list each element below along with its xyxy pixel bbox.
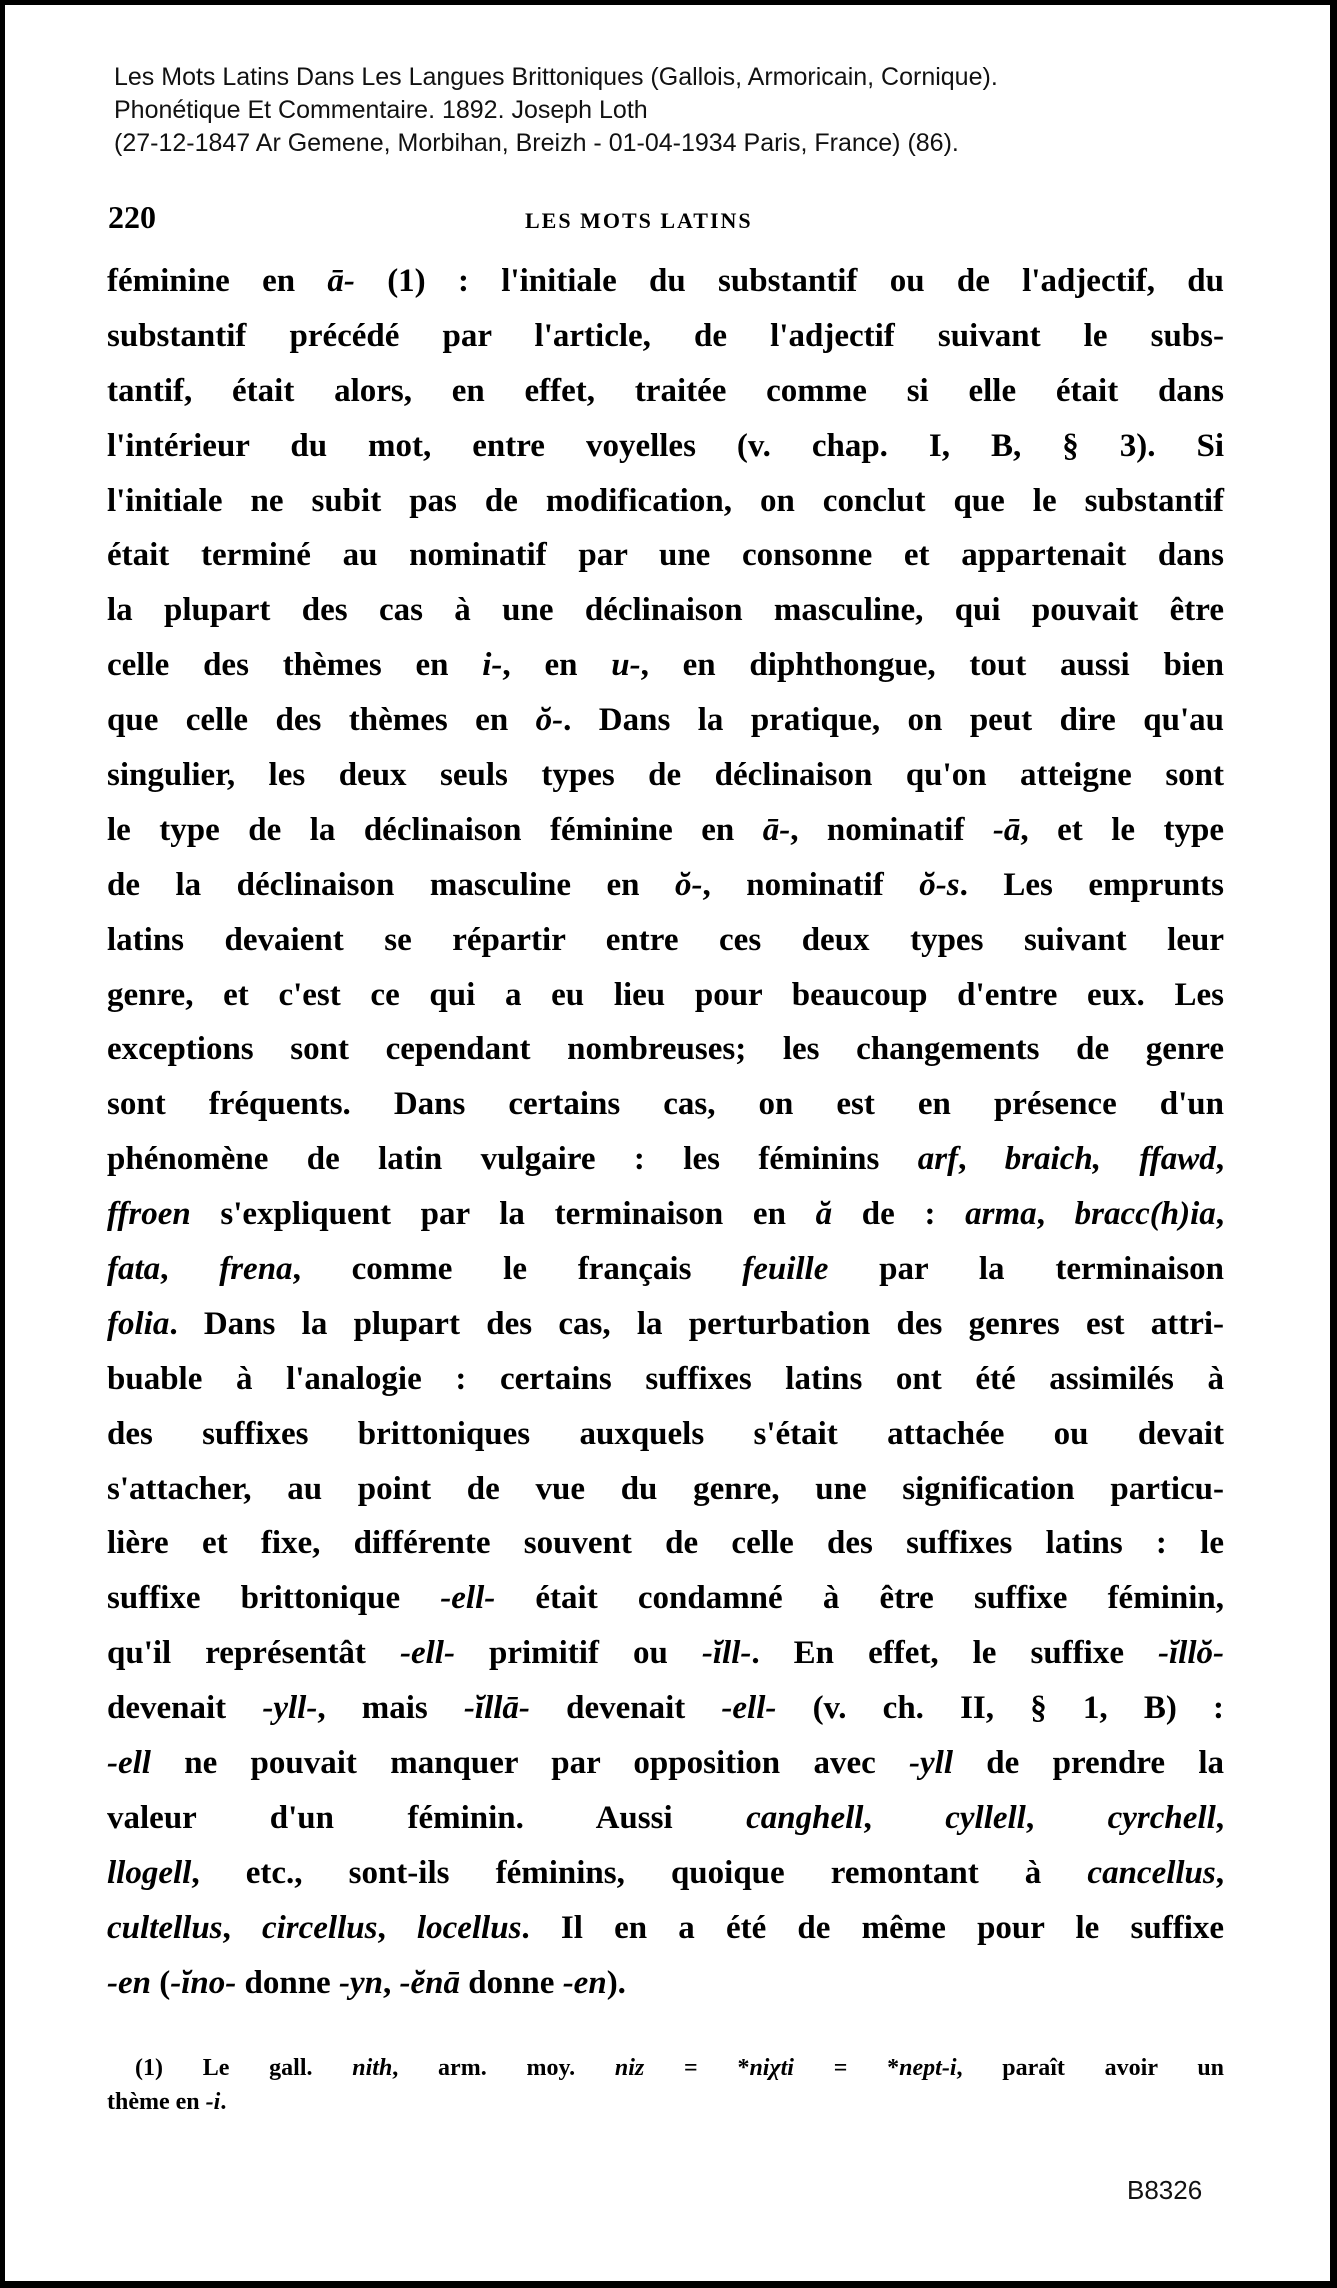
italic-text: cyrchell: [1107, 1799, 1216, 1836]
italic-text: -ell: [107, 1745, 151, 1782]
italic-text: -ell-: [440, 1580, 496, 1617]
italic-text: cultellus: [107, 1909, 223, 1946]
text-segment: buable à l'analogie : certains suffixes latins ont été assimilés à: [107, 1360, 1224, 1397]
text-segment: . Dans la plupart des cas, la perturbation des genres est attri-: [169, 1305, 1224, 1342]
text-segment: , arm. moy.: [392, 2055, 615, 2081]
italic-text: cancellus: [1087, 1854, 1216, 1891]
text-segment: (: [151, 1964, 171, 2001]
body-line: [107, 1571, 1224, 1626]
running-head: LES MOTS LATINS: [525, 208, 753, 233]
body-line: [107, 1132, 1224, 1187]
body-line: [107, 528, 1224, 583]
body-line: [107, 309, 1224, 364]
text-segment: ,: [382, 1964, 400, 2001]
body-line: [107, 1242, 1224, 1297]
italic-text: u-: [611, 647, 641, 684]
italic-text: canghell: [746, 1799, 864, 1836]
body-line: [107, 803, 1224, 858]
text-segment: ,: [1215, 1854, 1224, 1891]
italic-text: -yll-: [262, 1690, 318, 1727]
body-line: [107, 1956, 1224, 2011]
footnote-line: [107, 2051, 1224, 2085]
text-segment: , etc., sont-ils féminins, quoique remontant à: [191, 1854, 1088, 1891]
text-segment: , comme le français: [292, 1251, 743, 1288]
text-segment: exceptions sont cependant nombreuses; les changements de genre: [107, 1031, 1224, 1068]
body-line: [107, 1736, 1224, 1791]
text-segment: .: [220, 2089, 227, 2115]
italic-text: frena: [219, 1251, 293, 1288]
italic-text: -ĭno-: [170, 1964, 237, 2001]
text-segment: (1) Le gall.: [135, 2055, 353, 2081]
body-line: [107, 1846, 1224, 1901]
footnote: [107, 2051, 1224, 2119]
italic-text: folia: [107, 1305, 170, 1342]
italic-text: i-: [482, 647, 503, 684]
text-segment: (1) : l'initiale du substantif ou de l'adjectif, du: [354, 263, 1224, 299]
body-line: [107, 254, 1224, 309]
header-line: Phonétique Et Commentaire. 1892. Joseph Loth: [114, 96, 648, 124]
italic-text: -ā: [992, 811, 1021, 848]
scanned-page: [5, 5, 1330, 2281]
text-segment: ,: [863, 1799, 946, 1836]
italic-text: circellus: [261, 1909, 378, 1946]
text-segment: ,: [1215, 1141, 1225, 1178]
text-segment: ,: [958, 1141, 1005, 1178]
text-segment: le type de la déclinaison féminine en: [107, 811, 763, 848]
italic-text: -ĭll-: [701, 1635, 752, 1672]
text-segment: féminine en: [107, 263, 328, 299]
body-line: [107, 1022, 1224, 1077]
italic-text: ffroen: [107, 1196, 191, 1233]
text-segment: des suffixes brittoniques auxquels s'était attachée ou devait: [107, 1415, 1224, 1452]
italic-text: llogell: [107, 1854, 192, 1891]
italic-text: bracc(h)ia: [1074, 1196, 1216, 1233]
italic-text: niz: [614, 2055, 645, 2081]
text-segment: , paraît avoir un: [956, 2055, 1225, 2081]
text-segment: substantif précédé par l'article, de l'adjectif suivant le subs-: [107, 317, 1224, 354]
text-segment: (v. ch. II, § 1, B) :: [776, 1690, 1224, 1727]
text-segment: , nominatif: [790, 811, 993, 848]
text-segment: ,: [222, 1909, 262, 1946]
text-segment: , en diphthongue, tout aussi bien: [640, 647, 1225, 684]
italic-text: ā-: [327, 263, 355, 299]
italic-text: ā-: [762, 811, 791, 848]
text-segment: la plupart des cas à une déclinaison masculine, qui pouvait être: [107, 592, 1224, 629]
italic-text: locellus: [416, 1909, 522, 1946]
italic-text: -ĭllā-: [463, 1690, 530, 1727]
text-segment: devenait: [107, 1690, 263, 1727]
text-segment: ,: [1025, 1799, 1108, 1836]
header-line: Les Mots Latins Dans Les Langues Brittoniques (Gallois, Armoricain, Cornique).: [114, 63, 998, 91]
text-segment: donne: [459, 1964, 563, 2001]
body-line: [107, 1297, 1224, 1352]
italic-text: nith: [352, 2055, 393, 2081]
text-segment: latins devaient se répartir entre ces deux types suivant leur: [107, 921, 1224, 958]
italic-text: feuille: [742, 1251, 829, 1288]
italic-text: -en: [107, 1964, 151, 2001]
text-segment: l'intérieur du mot, entre voyelles (v. chap. I, B, § 3). Si: [107, 427, 1224, 464]
text-segment: ,: [377, 1909, 417, 1946]
text-segment: genre, et c'est ce qui a eu lieu pour beaucoup d'entre eux. Les: [107, 976, 1224, 1013]
text-segment: valeur d'un féminin. Aussi: [107, 1799, 747, 1836]
text-segment: . Les emprunts: [959, 866, 1224, 903]
italic-text: nept-i: [899, 2055, 957, 2081]
body-line: [107, 638, 1224, 693]
page-number: 220: [108, 199, 156, 235]
body-line: [107, 1462, 1224, 1517]
italic-text: -yn: [338, 1964, 383, 2001]
body-line: [107, 419, 1224, 474]
text-segment: . Il en a été de même pour le suffixe: [521, 1909, 1225, 1946]
text-segment: était terminé au nominatif par une consonne et appartenait dans: [107, 537, 1224, 574]
text-segment: , mais: [317, 1690, 464, 1727]
body-line: [107, 583, 1224, 638]
text-segment: de :: [832, 1196, 966, 1233]
text-segment: sont fréquents. Dans certains cas, on est en présence d'un: [107, 1086, 1224, 1123]
italic-text: -ell-: [721, 1690, 777, 1727]
body-line: [107, 1352, 1224, 1407]
text-segment: thème en: [107, 2089, 206, 2115]
italic-text: ă: [815, 1196, 833, 1233]
italic-text: arf: [917, 1141, 959, 1178]
text-segment: ,: [1215, 1799, 1224, 1836]
text-segment: , nominatif: [702, 866, 920, 903]
body-text: [107, 254, 1224, 2011]
text-segment: phénomène de latin vulgaire : les féminins: [107, 1141, 918, 1178]
body-line: [107, 1407, 1224, 1462]
text-segment: singulier, les deux seuls types de déclinaison qu'on atteigne sont: [107, 757, 1224, 794]
header-line: (27-12-1847 Ar Gemene, Morbihan, Breizh - 01-04-1934 Paris, France) (86).: [114, 129, 959, 157]
text-segment: ne pouvait manquer par opposition avec: [150, 1745, 910, 1782]
body-line: [107, 1791, 1224, 1846]
text-segment: . Dans la pratique, on peut dire qu'au: [563, 702, 1224, 739]
italic-text: -ĕnā: [399, 1964, 460, 2001]
body-line: [107, 1077, 1224, 1132]
text-segment: de prendre la: [953, 1745, 1224, 1782]
italic-text: -ell-: [399, 1635, 455, 1672]
bibliographic-header: [114, 61, 998, 160]
italic-text: -en: [562, 1964, 607, 2001]
text-segment: ,: [1036, 1196, 1075, 1233]
body-line: [107, 858, 1224, 913]
text-segment: . En effet, le suffixe: [751, 1635, 1159, 1672]
text-segment: , en: [502, 647, 612, 684]
body-line: [107, 364, 1224, 419]
body-line: [107, 1681, 1224, 1736]
text-segment: celle des thèmes en: [107, 647, 483, 684]
text-segment: s'expliquent par la terminaison en: [190, 1196, 816, 1233]
italic-text: arma: [965, 1196, 1037, 1233]
italic-text: fata: [107, 1251, 161, 1288]
text-segment: devenait: [529, 1690, 722, 1727]
text-segment: que celle des thèmes en: [107, 702, 536, 739]
text-segment: qu'il représentât: [107, 1635, 400, 1672]
text-segment: suffixe brittonique: [107, 1580, 441, 1617]
italic-text: ŏ-: [535, 702, 564, 739]
body-line: [107, 748, 1224, 803]
body-line: [107, 913, 1224, 968]
text-segment: tantif, était alors, en effet, traitée comme si elle était dans: [107, 372, 1224, 409]
italic-text: ŏ-s: [919, 866, 960, 903]
body-line: [107, 1626, 1224, 1681]
italic-text: braich, ffawd: [1004, 1141, 1216, 1178]
text-segment: lière et fixe, différente souvent de celle des suffixes latins : le: [107, 1525, 1224, 1562]
text-segment: donne: [236, 1964, 339, 2001]
italic-text: -i: [205, 2089, 221, 2115]
text-segment: primitif ou: [454, 1635, 702, 1672]
footnote-line: [107, 2085, 1224, 2119]
text-segment: s'attacher, au point de vue du genre, une signification particu-: [107, 1470, 1224, 1507]
italic-text: ŏ-: [675, 866, 703, 903]
italic-text: -yll: [909, 1745, 954, 1782]
italic-text: -ĭllŏ-: [1158, 1635, 1224, 1672]
text-segment: ,: [160, 1251, 220, 1288]
body-line: [107, 1187, 1224, 1242]
italic-text: cyllell: [945, 1799, 1026, 1836]
text-segment: par la terminaison: [828, 1251, 1224, 1288]
italic-text: niχti: [749, 2055, 794, 2081]
text-segment: ,: [1215, 1196, 1224, 1233]
text-segment: l'initiale ne subit pas de modification, on conclut que le substantif: [107, 482, 1224, 519]
catalog-code: B8326: [1127, 2175, 1203, 2205]
body-line: [107, 1516, 1224, 1571]
body-line: [107, 968, 1224, 1023]
text-segment: était condamné à être suffixe féminin,: [495, 1580, 1224, 1617]
body-line: [107, 1901, 1224, 1956]
body-line: [107, 474, 1224, 529]
text-segment: = *: [793, 2055, 900, 2081]
text-segment: = *: [644, 2055, 750, 2081]
text-segment: , et le type: [1020, 811, 1224, 848]
body-line: [107, 693, 1224, 748]
text-segment: ).: [606, 1964, 626, 2001]
text-segment: de la déclinaison masculine en: [107, 866, 675, 903]
